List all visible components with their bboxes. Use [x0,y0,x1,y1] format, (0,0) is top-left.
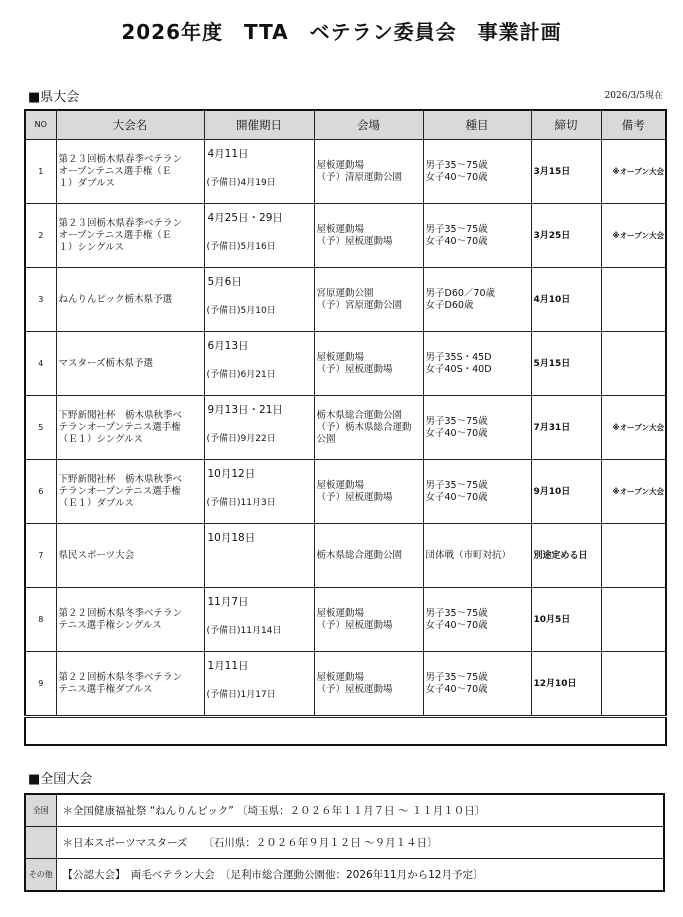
national-row-text: ＊日本スポーツマスターズ 〔石川県：２０２６年９月１２日 ～９月１４日〕 [56,827,664,859]
cell-date [204,652,314,717]
name-line: 県民スポーツ大会 [58,549,135,561]
table-row [25,460,666,524]
event-line: 男子35～75歳 [425,607,488,619]
venue-line: 屋板運動場 [316,479,365,491]
cell-event [423,332,531,396]
event-line: 女子40～70歳 [425,683,488,695]
venue-line: 屋板運動場 [316,607,365,619]
cell-no: 2 [25,204,56,268]
event-line: 男子35～75歳 [425,415,488,427]
cell-venue [314,524,423,588]
date-reserve: (予備日)11月14日 [206,626,282,636]
date-reserve: (予備日)5月16日 [206,242,276,252]
table-row [25,588,666,652]
table-row [25,140,666,204]
date-main: 5月6日 [207,276,242,288]
venue-line: （予）屋板運動場 [316,491,393,503]
date-main: 4月11日 [207,148,249,160]
cell-deadline: 10月5日 [531,588,601,652]
cell-name [56,396,204,460]
cell-event [423,588,531,652]
cell-name [56,460,204,524]
event-line: 女子40～70歳 [425,427,488,439]
event-line: 女子40～70歳 [425,171,488,183]
cell-deadline: 4月10日 [531,268,601,332]
cell-note: ※オープン大会 [601,460,666,524]
cell-venue [314,332,423,396]
cell-event [423,140,531,204]
venue-line: （予）宮原運動公園 [316,299,403,311]
name-line: 第２３回栃木県春季ベテラン [58,153,183,165]
table-row [25,396,666,460]
cell-deadline: 5月15日 [531,332,601,396]
name-line: オープンテニス選手権（Ｅ [58,229,172,241]
cell-name [56,204,204,268]
venue-line: 栃木県総合運動公園 [316,549,403,561]
event-line: 男子35～75歳 [425,223,488,235]
event-line: 団体戦（市町対抗） [425,549,512,561]
header-name: 大会名 [56,110,204,140]
empty-row [25,717,666,746]
header-venue: 会場 [314,110,423,140]
national-row [25,794,664,827]
cell-name [56,140,204,204]
name-line: （Ｅ１）シングルス [58,433,144,445]
cell-date [204,268,314,332]
name-line: ねんりんピック栃木県予選 [58,293,173,305]
cell-date [204,524,314,588]
cell-name [56,268,204,332]
cell-event [423,524,531,588]
cell-deadline: 別途定める日 [531,524,601,588]
event-line: 女子40～70歳 [425,491,488,503]
table-row [25,652,666,717]
event-line: 男子35～75歳 [425,159,488,171]
name-line: 下野新聞社杯 栃木県秋季ベ [58,473,183,485]
name-line: マスターズ栃木県予選 [58,357,154,369]
cell-event [423,652,531,717]
date-main: 1月11日 [207,660,249,672]
venue-line: （予）屋板運動場 [316,619,393,631]
header-date: 開催期日 [204,110,314,140]
page-title: 2026年度 TTA ベテラン委員会 事業計画 [121,20,562,44]
date-main: 6月13日 [207,340,249,352]
event-line: 女子D60歳 [425,299,474,311]
national-row-label: その他 [25,859,56,892]
header-deadline: 締切 [531,110,601,140]
cell-venue [314,460,423,524]
cell-no: 7 [25,524,56,588]
name-line: １）ダブルス [58,177,115,189]
cell-venue [314,588,423,652]
national-row-text: ＊全国健康福祉祭 “ねんりんピック” 〔埼玉県：２０２６年１１月７日 ～ １１月１０日〕 [56,794,664,827]
table-row [25,332,666,396]
cell-no: 4 [25,332,56,396]
name-line: 第２２回栃木県冬季ベテラン [58,671,183,683]
national-row [25,859,664,892]
cell-deadline: 3月15日 [531,140,601,204]
date-reserve: (予備日)6月21日 [206,370,276,380]
cell-date [204,396,314,460]
date-reserve: (予備日)1月17日 [206,690,276,700]
cell-venue [314,396,423,460]
cell-event [423,204,531,268]
date-main: 4月25日・29日 [207,212,283,224]
name-line: １）シングルス [58,241,125,253]
cell-no: 9 [25,652,56,717]
venue-line: （予）栃木県総合運動公園 [316,421,412,445]
cell-no: 8 [25,588,56,652]
name-line: テランオープンテニス選手権 [58,485,181,497]
date-reserve: (予備日)9月22日 [206,434,276,444]
name-line: テニス選手権ダブルス [58,683,153,695]
name-line: （Ｅ１）ダブルス [58,497,134,509]
as-of-date: 2026/3/5現在 [604,91,663,101]
event-line: 男子D60／70歳 [425,287,495,299]
header-note: 備考 [601,110,666,140]
date-reserve: (予備日)5月10日 [206,306,276,316]
event-line: 女子40S・40D [425,363,492,375]
cell-note: ※オープン大会 [601,396,666,460]
name-line: 下野新聞社杯 栃木県秋季ベ [58,409,183,421]
venue-line: 屋板運動場 [316,159,365,171]
cell-name [56,332,204,396]
event-line: 男子35～75歳 [425,479,488,491]
date-reserve: (予備日)4月19日 [206,178,276,188]
cell-date [204,204,314,268]
cell-event [423,396,531,460]
venue-line: （予）屋板運動場 [316,235,393,247]
venue-line: 屋板運動場 [316,671,365,683]
national-row-label [25,827,56,859]
cell-venue [314,204,423,268]
cell-date [204,460,314,524]
event-line: 女子40～70歳 [425,619,488,631]
cell-deadline: 3月25日 [531,204,601,268]
cell-note [601,268,666,332]
date-main: 10月18日 [207,532,256,544]
header-no: NO [25,110,56,140]
venue-line: 宮原運動公園 [316,287,374,299]
cell-deadline: 7月31日 [531,396,601,460]
cell-event [423,268,531,332]
table-header-row [25,110,666,140]
cell-deadline: 9月10日 [531,460,601,524]
table-row [25,524,666,588]
cell-note [601,332,666,396]
national-section-heading: ■全国大会 [28,772,93,787]
cell-name [56,588,204,652]
venue-line: 屋板運動場 [316,351,365,363]
cell-no: 1 [25,140,56,204]
cell-event [423,460,531,524]
date-reserve: (予備日)11月3日 [206,498,276,508]
cell-venue [314,268,423,332]
cell-name [56,524,204,588]
name-line: オープンテニス選手権（Ｅ [58,165,172,177]
prefecture-section-heading: ■県大会 [28,90,80,105]
prefecture-tournament-table [24,109,667,746]
cell-no: 3 [25,268,56,332]
national-row-text: 【公認大会】 両毛ベテラン大会 〔足利市総合運動公園他：2026年11月から12月予定〕 [56,859,664,892]
name-line: 第２３回栃木県春季ベテラン [58,217,183,229]
cell-note [601,524,666,588]
cell-note: ※オープン大会 [601,204,666,268]
event-line: 女子40～70歳 [425,235,488,247]
table-row [25,204,666,268]
event-line: 男子35S・45D [425,351,492,363]
venue-line: （予）屋板運動場 [316,683,393,695]
cell-name [56,652,204,717]
venue-line: （予）屋板運動場 [316,363,393,375]
cell-deadline: 12月10日 [531,652,601,717]
national-tournament-table [24,793,665,892]
name-line: テニス選手権シングルス [58,619,162,631]
venue-line: 栃木県総合運動公園 [316,409,403,421]
cell-venue [314,652,423,717]
venue-line: 屋板運動場 [316,223,365,235]
cell-date [204,588,314,652]
national-row-label: 全国 [25,794,56,827]
name-line: 第２２回栃木県冬季ベテラン [58,607,183,619]
cell-no: 5 [25,396,56,460]
national-row [25,827,664,859]
cell-note [601,652,666,717]
cell-no: 6 [25,460,56,524]
venue-line: （予）清原運動公園 [316,171,403,183]
date-main: 10月12日 [207,468,256,480]
table-row [25,268,666,332]
event-line: 男子35～75歳 [425,671,488,683]
header-event: 種目 [423,110,531,140]
cell-date [204,332,314,396]
date-main: 9月13日・21日 [207,404,283,416]
cell-note: ※オープン大会 [601,140,666,204]
empty-cell [25,717,666,746]
cell-note [601,588,666,652]
name-line: テランオープンテニス選手権 [58,421,181,433]
cell-venue [314,140,423,204]
date-main: 11月7日 [207,596,249,608]
cell-date [204,140,314,204]
